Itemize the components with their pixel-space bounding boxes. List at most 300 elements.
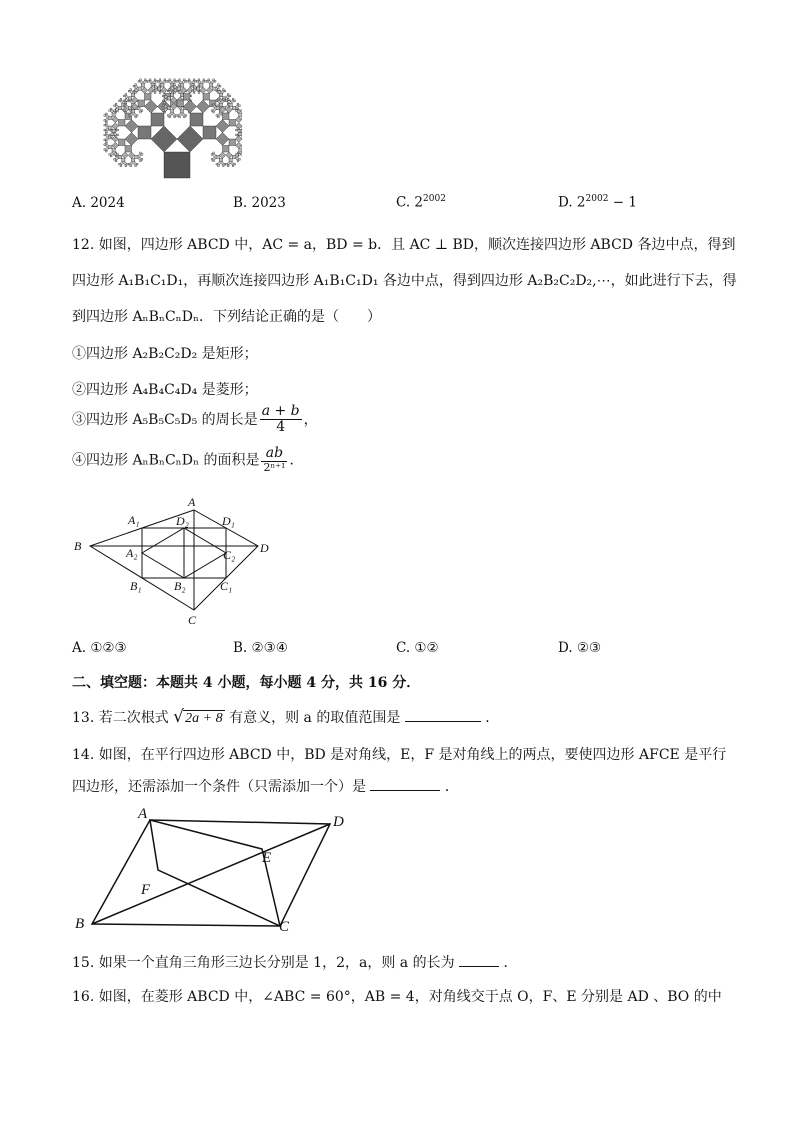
tree-square bbox=[236, 136, 243, 143]
tree-square bbox=[138, 154, 141, 157]
tree-square bbox=[110, 110, 113, 113]
tree-square bbox=[223, 89, 225, 91]
tree-square bbox=[135, 92, 137, 94]
tree-square bbox=[231, 162, 234, 165]
q11-d-suffix: − 1 bbox=[608, 194, 637, 211]
q11-option-b[interactable]: B. 2023 bbox=[233, 195, 286, 211]
label-B: B bbox=[75, 916, 85, 932]
tree-square bbox=[125, 103, 127, 105]
q15 bbox=[72, 952, 517, 972]
tree-square bbox=[216, 120, 229, 133]
tree-square bbox=[236, 105, 239, 108]
tree-square bbox=[216, 100, 218, 102]
tree-square bbox=[125, 94, 127, 96]
tree-square bbox=[213, 154, 216, 157]
tree-square bbox=[140, 152, 142, 154]
tree-square bbox=[141, 110, 143, 112]
tree-square bbox=[216, 85, 219, 88]
tree-square bbox=[218, 84, 220, 86]
q12-statement-1: ①四边形 A₂B₂C₂D₂ 是矩形； bbox=[72, 346, 258, 362]
tree-square bbox=[145, 94, 152, 101]
q14-line2-wrap bbox=[72, 776, 459, 796]
tree-square bbox=[106, 134, 109, 137]
tree-square bbox=[205, 81, 207, 83]
tree-square bbox=[234, 100, 236, 102]
tree-square bbox=[104, 134, 106, 136]
tree-square bbox=[115, 157, 118, 160]
tree-square bbox=[203, 79, 205, 81]
tree-square bbox=[177, 115, 179, 117]
tree-square bbox=[166, 81, 168, 83]
q12-s4-prefix: ④四边形 AₙBₙCₙDₙ 的面积是 bbox=[72, 452, 260, 469]
tree-square bbox=[106, 141, 108, 143]
tree-square bbox=[219, 94, 222, 97]
q14-answer-blank[interactable] bbox=[370, 776, 440, 791]
tree-square bbox=[128, 107, 131, 110]
tree-square bbox=[158, 87, 161, 90]
q14-line1: 14. 如图，在平行四边形 ABCD 中，BD 是对角线，E，F 是对角线上的两点，要使四边形 AFCE 是平行 bbox=[72, 747, 727, 763]
tree-square bbox=[201, 81, 204, 84]
tree-square bbox=[109, 134, 111, 136]
tree-square bbox=[208, 79, 210, 81]
tree-square bbox=[227, 94, 229, 96]
tree-square bbox=[218, 162, 221, 165]
tree-square bbox=[167, 81, 169, 83]
tree-square bbox=[226, 95, 229, 98]
tree-square bbox=[232, 155, 235, 158]
tree-square bbox=[193, 84, 195, 86]
tree-square bbox=[106, 115, 109, 118]
tree-square bbox=[125, 133, 138, 146]
tree-square bbox=[239, 159, 241, 161]
tree-square bbox=[130, 162, 133, 165]
q12-statement-3 bbox=[72, 404, 318, 436]
tree-square bbox=[133, 113, 136, 116]
tree-square bbox=[114, 105, 116, 107]
tree-square bbox=[174, 79, 176, 81]
label-C2: C₂ bbox=[223, 548, 236, 562]
tree-square bbox=[216, 163, 218, 165]
tree-square bbox=[106, 144, 109, 147]
tree-square bbox=[138, 100, 145, 107]
tree-square bbox=[224, 100, 226, 102]
tree-square bbox=[130, 90, 133, 93]
tree-square bbox=[123, 105, 125, 107]
tree-square bbox=[211, 105, 213, 107]
tree-square bbox=[141, 159, 143, 161]
tree-square bbox=[120, 162, 123, 165]
label-E: E bbox=[262, 850, 272, 866]
q12-statement-4 bbox=[72, 446, 303, 474]
q13-radical bbox=[173, 707, 224, 727]
tree-square bbox=[180, 84, 183, 87]
tree-square bbox=[106, 121, 108, 123]
tree-square bbox=[110, 136, 112, 138]
tree-square bbox=[104, 149, 106, 151]
tree-square bbox=[177, 100, 184, 107]
tree-square bbox=[154, 84, 156, 86]
q12-s3-num: a + b bbox=[261, 403, 300, 419]
q11-d-base: D. 2 bbox=[558, 194, 586, 211]
tree-square bbox=[119, 120, 126, 127]
tree-square bbox=[229, 95, 231, 97]
tree-square bbox=[198, 92, 200, 94]
tree-square bbox=[172, 81, 175, 84]
tree-square bbox=[227, 162, 230, 165]
tree-square bbox=[133, 162, 136, 165]
tree-square bbox=[104, 144, 106, 146]
tree-square bbox=[130, 165, 132, 167]
tree-square bbox=[106, 142, 108, 144]
tree-square bbox=[128, 152, 135, 159]
tree-square bbox=[123, 162, 126, 165]
tree-square bbox=[232, 165, 234, 167]
tree-square bbox=[112, 123, 119, 130]
tree-square bbox=[145, 100, 158, 113]
tree-square bbox=[158, 81, 160, 83]
tree-square bbox=[135, 155, 138, 158]
q12-quadrilateral-figure bbox=[70, 494, 280, 630]
tree-square bbox=[109, 126, 112, 129]
q12-option-a[interactable]: A. ①②③ bbox=[72, 640, 127, 656]
tree-square bbox=[135, 116, 137, 118]
tree-square bbox=[136, 163, 138, 165]
tree-square bbox=[115, 105, 118, 108]
tree-square bbox=[192, 90, 194, 92]
tree-square bbox=[167, 90, 169, 92]
tree-square bbox=[106, 128, 109, 131]
tree-square bbox=[193, 79, 195, 81]
tree-square bbox=[119, 100, 121, 102]
tree-square bbox=[232, 107, 235, 110]
tree-square bbox=[187, 81, 189, 83]
tree-square bbox=[213, 111, 215, 113]
tree-square bbox=[164, 102, 166, 104]
tree-square bbox=[161, 87, 168, 94]
tree-square bbox=[218, 89, 220, 91]
q11-option-d[interactable] bbox=[558, 194, 637, 211]
tree-square bbox=[156, 81, 158, 83]
tree-square bbox=[218, 98, 220, 100]
q16-line1: 16. 如图，在菱形 ABCD 中，∠ABC = 60°，AB = 4，对角线交于点 O，F、E 分别是 AD 、BO 的中 bbox=[72, 989, 722, 1005]
tree-square bbox=[167, 107, 170, 110]
tree-square bbox=[104, 120, 106, 122]
tree-square bbox=[136, 115, 138, 117]
label-B: B bbox=[74, 539, 82, 553]
tree-square bbox=[239, 105, 241, 107]
tree-square bbox=[169, 79, 171, 81]
tree-square bbox=[119, 139, 126, 146]
tree-square bbox=[179, 81, 182, 84]
tree-square bbox=[104, 139, 106, 141]
tree-square bbox=[216, 115, 218, 117]
q15-end: ． bbox=[503, 955, 518, 971]
tree-square bbox=[106, 123, 108, 125]
tree-square bbox=[226, 152, 233, 159]
tree-square bbox=[138, 157, 141, 160]
tree-square bbox=[138, 87, 141, 90]
tree-square bbox=[211, 154, 213, 156]
tree-square bbox=[104, 129, 106, 131]
label-D: D bbox=[260, 541, 269, 555]
q12-s3-fraction bbox=[260, 404, 302, 436]
tree-square bbox=[227, 103, 229, 105]
q12-option-d[interactable]: D. ②③ bbox=[558, 640, 602, 656]
tree-square bbox=[237, 108, 239, 110]
q11-option-c[interactable] bbox=[396, 194, 446, 211]
q11-option-a[interactable]: A. 2024 bbox=[72, 195, 125, 211]
tree-square bbox=[213, 157, 216, 160]
label-C: C bbox=[279, 919, 290, 935]
tree-square bbox=[229, 103, 232, 106]
tree-square bbox=[234, 163, 236, 165]
q12-s4-suffix: ． bbox=[289, 452, 304, 469]
q12-option-c[interactable]: C. ①② bbox=[396, 640, 439, 656]
tree-square bbox=[140, 79, 142, 81]
tree-square bbox=[132, 159, 135, 162]
tree-square bbox=[198, 79, 200, 81]
tree-square bbox=[219, 159, 222, 162]
tree-square bbox=[197, 81, 199, 83]
tree-square bbox=[115, 160, 117, 162]
tree-square bbox=[197, 87, 200, 90]
tree-square bbox=[109, 154, 111, 156]
tree-square bbox=[114, 110, 116, 112]
label-A: A bbox=[138, 806, 148, 822]
tree-square bbox=[149, 79, 151, 81]
tree-square bbox=[162, 100, 164, 102]
tree-square bbox=[172, 90, 174, 92]
tree-square bbox=[125, 120, 138, 133]
tree-square bbox=[226, 163, 228, 165]
tree-square bbox=[169, 116, 171, 118]
tree-square bbox=[231, 100, 234, 103]
tree-square bbox=[216, 107, 219, 110]
tree-square bbox=[109, 110, 111, 112]
q11-d-exp: 2002 bbox=[585, 194, 609, 204]
label-C: C bbox=[188, 613, 197, 627]
tree-square bbox=[106, 137, 109, 140]
pythagoras-tree-figure bbox=[72, 62, 242, 184]
tree-square bbox=[138, 108, 141, 111]
tree-square bbox=[151, 126, 177, 152]
tree-square bbox=[198, 84, 200, 86]
tree-square bbox=[200, 87, 207, 94]
tree-square bbox=[167, 115, 169, 117]
tree-square bbox=[223, 146, 230, 153]
tree-square bbox=[177, 81, 179, 83]
q13-prefix: 13. 若二次根式 bbox=[72, 710, 169, 726]
tree-square bbox=[218, 165, 220, 167]
tree-square bbox=[213, 103, 215, 105]
q12-option-b[interactable]: B. ②③④ bbox=[233, 640, 288, 656]
q13-radicand: 2a + 8 bbox=[185, 711, 223, 726]
tree-square bbox=[210, 84, 213, 87]
tree-square bbox=[236, 134, 238, 136]
tree-square bbox=[213, 79, 215, 81]
q12-s3-den: 4 bbox=[276, 419, 286, 436]
tree-square bbox=[171, 110, 174, 113]
label-D: D bbox=[333, 814, 344, 830]
tree-square bbox=[203, 126, 216, 139]
tree-square bbox=[164, 111, 166, 113]
q11-c-base: C. 2 bbox=[396, 194, 424, 211]
diagonal-bd bbox=[92, 824, 330, 924]
tree-square bbox=[120, 100, 123, 103]
tree-square bbox=[104, 115, 106, 117]
tree-square bbox=[169, 81, 172, 84]
tree-square bbox=[232, 98, 234, 100]
tree-square bbox=[171, 94, 174, 97]
tree-square bbox=[185, 115, 187, 117]
tree-square bbox=[208, 81, 211, 84]
label-D2: D₂ bbox=[176, 514, 189, 528]
tree-square bbox=[169, 89, 171, 91]
tree-square bbox=[182, 81, 185, 84]
tree-square bbox=[154, 79, 156, 81]
tree-square bbox=[229, 159, 232, 162]
tree-square bbox=[149, 81, 152, 84]
tree-square bbox=[190, 113, 203, 126]
tree-square bbox=[174, 92, 176, 94]
tree-square bbox=[223, 113, 230, 120]
tree-square bbox=[236, 129, 238, 131]
tree-square bbox=[141, 87, 148, 94]
tree-square bbox=[115, 155, 117, 157]
q12-line3: 到四边形 AₙBₙCₙDₙ．下列结论正确的是（ ） bbox=[72, 309, 382, 325]
tree-square bbox=[213, 108, 216, 111]
tree-square bbox=[110, 152, 113, 155]
tree-square bbox=[128, 90, 130, 92]
tree-square bbox=[240, 110, 242, 113]
tree-square bbox=[141, 84, 144, 87]
tree-square bbox=[236, 142, 243, 149]
tree-square bbox=[112, 116, 119, 123]
sqrt-symbol: √ bbox=[173, 707, 185, 727]
tree-square bbox=[161, 84, 164, 87]
q13-answer-blank[interactable] bbox=[405, 707, 481, 722]
tree-square bbox=[237, 103, 239, 105]
tree-square bbox=[179, 113, 182, 116]
tree-square bbox=[125, 111, 127, 113]
tree-square bbox=[180, 110, 183, 113]
tree-square bbox=[216, 155, 219, 158]
tree-square bbox=[119, 163, 121, 165]
tree-square bbox=[177, 87, 180, 90]
tree-square bbox=[206, 87, 213, 94]
tree-square bbox=[221, 90, 224, 93]
tree-square bbox=[128, 163, 130, 165]
tree-square bbox=[123, 110, 125, 112]
tree-square bbox=[135, 85, 138, 88]
tree-square bbox=[132, 94, 135, 97]
tree-square bbox=[115, 103, 117, 105]
tree-square bbox=[172, 85, 174, 87]
tree-square bbox=[106, 150, 108, 152]
tree-square bbox=[106, 113, 108, 115]
tree-square bbox=[122, 152, 129, 159]
q12-line1: 12. 如图，四边形 ABCD 中，AC = a，BD = b．且 AC ⊥ BD，顺次连接四边形 ABCD 各边中点，得到 bbox=[72, 237, 736, 253]
tree-square bbox=[109, 129, 111, 131]
tree-square bbox=[159, 92, 161, 94]
tree-square bbox=[214, 81, 216, 83]
tree-square bbox=[216, 133, 229, 146]
q13-end: ． bbox=[485, 710, 500, 726]
tree-square bbox=[112, 129, 115, 132]
tree-square bbox=[213, 152, 215, 154]
tree-square bbox=[143, 81, 146, 84]
q12-s3-prefix: ③四边形 A₅B₅C₅D₅ 的周长是 bbox=[72, 411, 258, 428]
tree-square bbox=[146, 81, 148, 83]
tree-square bbox=[219, 103, 222, 106]
tree-square bbox=[138, 81, 140, 83]
q13-suffix: 有意义，则 a 的取值范围是 bbox=[229, 710, 401, 726]
q12-s3-suffix: ， bbox=[303, 411, 318, 428]
tree-square bbox=[115, 136, 117, 138]
tree-square bbox=[109, 146, 112, 149]
tree-square bbox=[239, 149, 242, 152]
tree-square bbox=[239, 113, 242, 116]
tree-square bbox=[145, 79, 147, 81]
label-A2: A₂ bbox=[126, 546, 138, 560]
tree-square bbox=[117, 134, 119, 136]
tree-square bbox=[229, 120, 236, 127]
tree-square bbox=[141, 154, 143, 156]
tree-square bbox=[184, 79, 186, 81]
tree-square bbox=[140, 111, 142, 113]
tree-square bbox=[164, 79, 166, 81]
tree-square bbox=[192, 81, 195, 84]
tree-square bbox=[177, 90, 179, 92]
tree-square bbox=[114, 159, 116, 161]
q15-answer-blank[interactable] bbox=[459, 952, 499, 967]
q12-line2: 四边形 A₁B₁C₁D₁，再顺次连接四边形 A₁B₁C₁D₁ 各边中点，得到四边形 A₂B₂C₂D₂,⋯，如此进行下去，得 bbox=[72, 273, 737, 289]
label-C1: C₁ bbox=[220, 579, 233, 593]
tree-square bbox=[206, 81, 208, 83]
tree-square bbox=[106, 131, 108, 133]
tree-square bbox=[128, 97, 131, 100]
tree-square bbox=[106, 147, 109, 150]
tree-square bbox=[169, 113, 172, 116]
tree-square bbox=[122, 159, 125, 162]
tree-square bbox=[180, 94, 183, 97]
tree-square bbox=[167, 97, 170, 100]
tree-square bbox=[159, 84, 161, 86]
tree-square bbox=[153, 90, 155, 92]
tree-square bbox=[120, 98, 122, 100]
tree-square bbox=[179, 84, 181, 86]
tree-square bbox=[123, 100, 125, 102]
label-A1: A₁ bbox=[128, 513, 140, 527]
tree-square bbox=[138, 126, 151, 139]
tree-square bbox=[125, 165, 127, 167]
tree-square bbox=[117, 129, 119, 131]
tree-square bbox=[135, 165, 137, 167]
tree-square bbox=[224, 90, 226, 92]
tree-square bbox=[154, 92, 156, 94]
tree-square bbox=[109, 116, 112, 119]
tree-square bbox=[117, 154, 119, 156]
tree-square bbox=[179, 116, 181, 118]
q14-line2: 四边形，还需添加一个条件（只需添加一个）是 bbox=[72, 779, 366, 795]
q12-statement-2: ②四边形 A₄B₄C₄D₄ 是菱形； bbox=[72, 382, 258, 398]
tree-square bbox=[219, 152, 226, 159]
label-B1: B₁ bbox=[130, 579, 142, 593]
tree-square bbox=[218, 116, 220, 118]
tree-square bbox=[200, 84, 203, 87]
tree-square bbox=[237, 152, 239, 154]
tree-square bbox=[130, 116, 132, 118]
